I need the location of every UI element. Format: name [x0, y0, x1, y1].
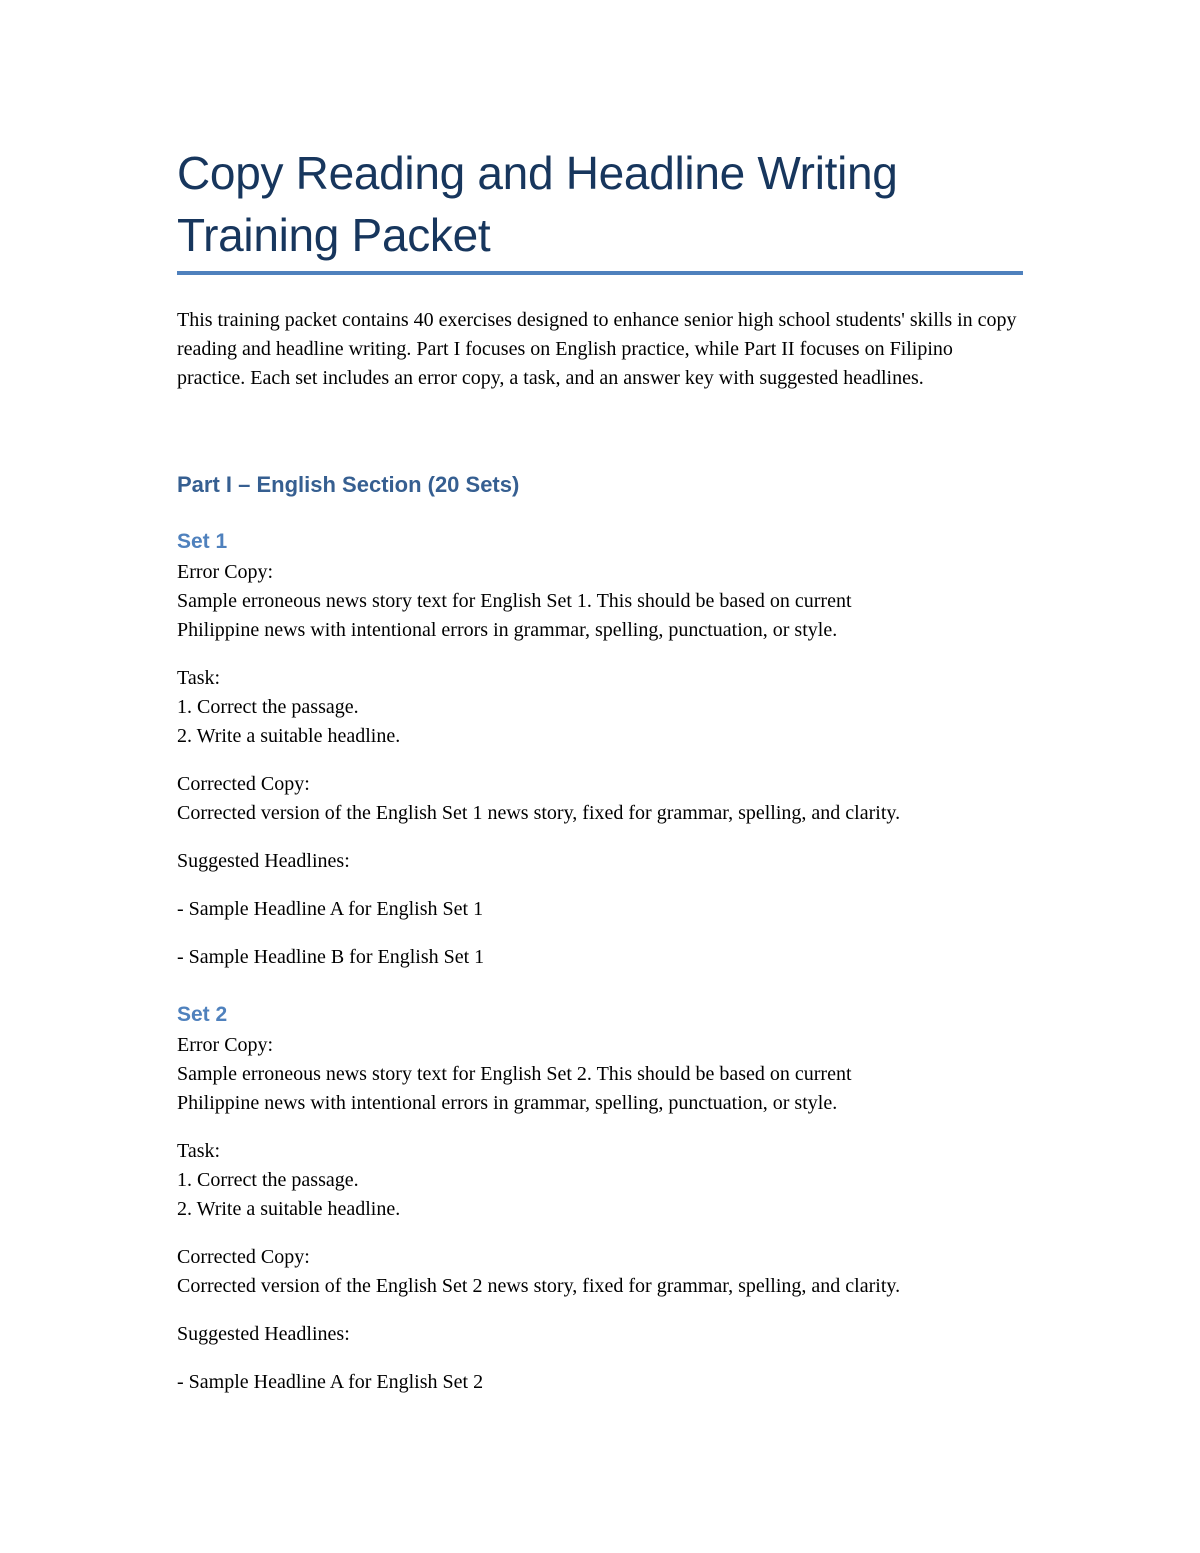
set-heading: Set 2 — [177, 1003, 228, 1026]
task-item-2: 2. Write a suitable headline. — [177, 1198, 401, 1220]
spacer — [177, 876, 1023, 895]
error-copy-text-line-2: Philippine news with intentional errors in grammar, spelling, punctuation, or style. — [177, 1092, 838, 1114]
task-label: Task: — [177, 667, 221, 689]
part-heading: Part I – English Section (20 Sets) — [177, 472, 520, 497]
error-copy-text-line-1: Sample erroneous news story text for English Set 1. This should be based on current — [177, 590, 852, 612]
headline-a: - Sample Headline A for English Set 2 — [177, 1371, 484, 1393]
error-copy-label: Error Copy: — [177, 1034, 274, 1056]
spacer — [177, 751, 1023, 770]
corrected-copy-label: Corrected Copy: — [177, 773, 310, 795]
exercise-set-1 — [177, 526, 1023, 972]
error-copy-text-line-2: Philippine news with intentional errors in grammar, spelling, punctuation, or style. — [177, 619, 838, 641]
title-line-1: Copy Reading and Headline Writing — [177, 147, 898, 199]
corrected-copy-text: Corrected version of the English Set 2 news story, fixed for grammar, spelling, and clarity. — [177, 1275, 901, 1297]
spacer — [177, 924, 1023, 943]
suggested-headlines-label: Suggested Headlines: — [177, 1323, 350, 1345]
headline-a: - Sample Headline A for English Set 1 — [177, 898, 484, 920]
exercise-set-2 — [177, 999, 1023, 1397]
spacer — [177, 828, 1023, 847]
document-title — [177, 142, 1023, 266]
error-copy-text-line-1: Sample erroneous news story text for English Set 2. This should be based on current — [177, 1063, 852, 1085]
error-copy-label: Error Copy: — [177, 561, 274, 583]
spacer — [177, 1118, 1023, 1137]
spacer — [177, 1224, 1023, 1243]
title-divider — [177, 271, 1023, 275]
set-heading: Set 1 — [177, 530, 228, 553]
task-item-1: 1. Correct the passage. — [177, 1169, 359, 1191]
title-line-2: Training Packet — [177, 209, 491, 261]
task-label: Task: — [177, 1140, 221, 1162]
corrected-copy-text: Corrected version of the English Set 1 news story, fixed for grammar, spelling, and clarity. — [177, 802, 901, 824]
spacer — [177, 1301, 1023, 1320]
intro-paragraph: This training packet contains 40 exercises designed to enhance senior high school students' skills in copy reading and headline writing. Part I focuses on English practice, while Part II focuses on Filipino practice. Each set includes an error copy, a task, and an answer key with suggested headlines. — [177, 309, 1017, 389]
spacer — [177, 1349, 1023, 1368]
suggested-headlines-label: Suggested Headlines: — [177, 850, 350, 872]
corrected-copy-label: Corrected Copy: — [177, 1246, 310, 1268]
headline-b: - Sample Headline B for English Set 1 — [177, 946, 485, 968]
spacer — [177, 645, 1023, 664]
task-item-1: 1. Correct the passage. — [177, 696, 359, 718]
task-item-2: 2. Write a suitable headline. — [177, 725, 401, 747]
